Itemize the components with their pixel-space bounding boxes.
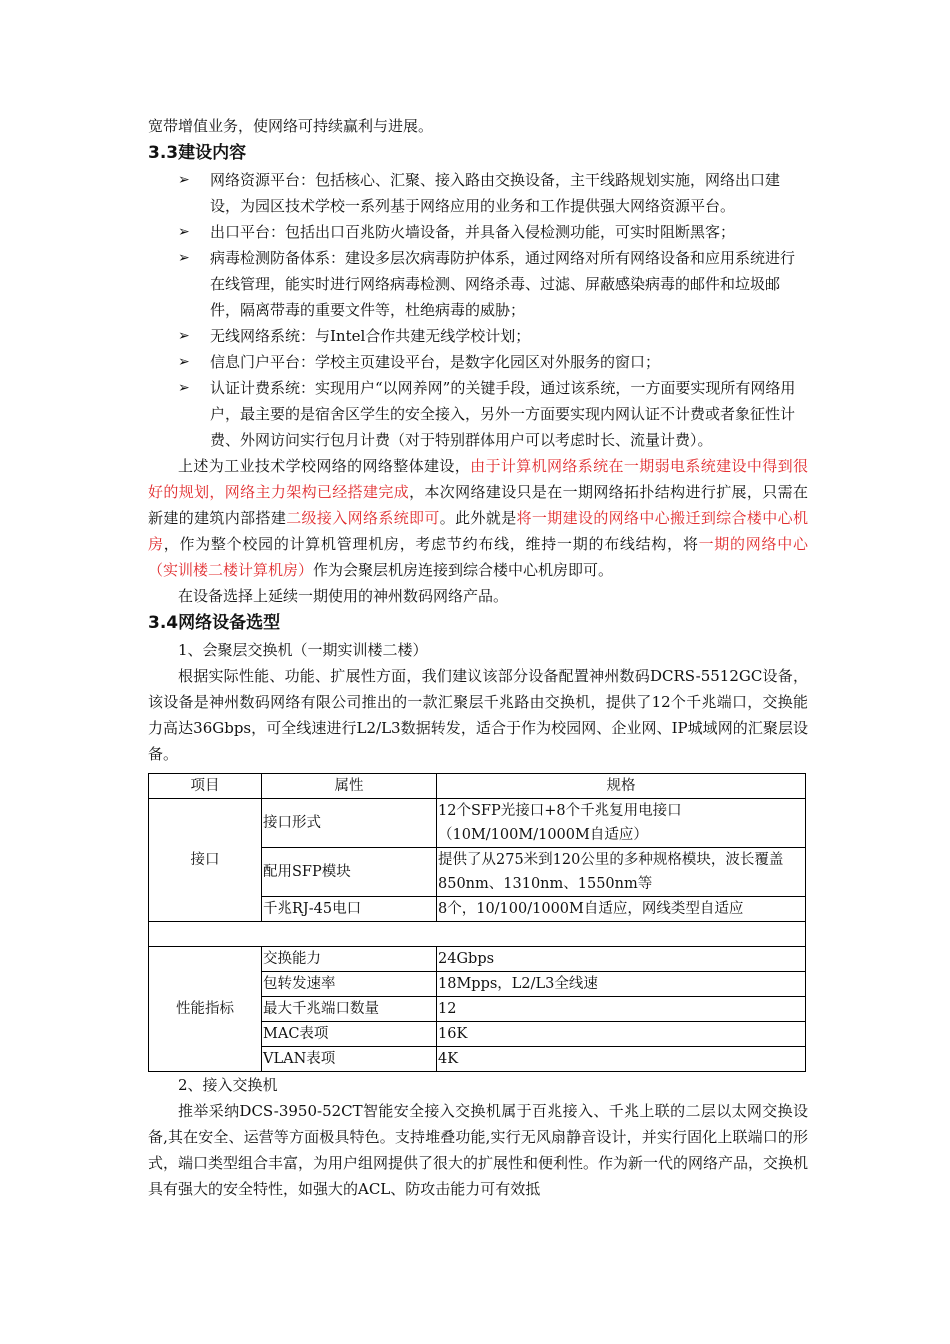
arrow-bullet-icon: ➢ [178, 224, 190, 240]
highlight-text: 将一期建设的网络中心搬迁到综合楼中心机房 [148, 509, 808, 553]
spec-cell: 12个SFP光接口+8个千兆复用电接口（10M/100M/1000M自适应） [437, 799, 806, 848]
arrow-bullet-icon: ➢ [178, 172, 190, 188]
bullet-item: ➢ 病毒检测防备体系：建设多层次病毒防护体系，通过网络对所有网络设备和应用系统进行在线管理，能实时进行网络病毒检测、网络杀毒、过滤、屏蔽感染病毒的邮件和垃圾邮件，隔离带毒的重要文件等，杜绝病毒的威胁； [148, 245, 808, 323]
highlight-text: 一期的网络中心（实训楼二楼计算机房） [148, 535, 808, 579]
arrow-bullet-icon: ➢ [178, 380, 190, 396]
attr-cell: VLAN表项 [262, 1047, 437, 1072]
summary-paragraph: 上述为工业技术学校网络的网络整体建设，由于计算机网络系统在一期弱电系统建设中得到很好的规划，网络主力架构已经搭建完成，本次网络建设只是在一期网络拓扑结构进行扩展，只需在新建的建筑内部搭建二级接入网络系统即可。此外就是将一期建设的网络中心搬迁到综合楼中心机房，作为整个校园的计算机管理机房，考虑节约布线，维持一期的布线结构，将一期的网络中心（实训楼二楼计算机房）作为会聚层机房连接到综合楼中心机房即可。 [148, 457, 808, 579]
arrow-bullet-icon: ➢ [178, 354, 190, 370]
aggregation-switch-paragraph: 根据实际性能、功能、扩展性方面，我们建议该部分设备配置神州数码DCRS-5512GC设备，该设备是神州数码网络有限公司推出的一款汇聚层千兆路由交换机，提供了12个千兆端口，交换能力高达36Gbps，可全线速进行L2/L3数据转发，适合于作为校园网、企业网、IP城域网的汇聚层设备。 [148, 667, 808, 763]
spec-cell: 24Gbps [437, 947, 806, 972]
subheading-aggregation-switch: 1、会聚层交换机（一期实训楼二楼） [178, 641, 428, 659]
table-empty-row [149, 922, 806, 947]
spec-table [148, 773, 806, 1072]
empty-cell [149, 922, 806, 947]
attr-cell: 千兆RJ-45电口 [262, 897, 437, 922]
header-cell: 属性 [262, 774, 437, 799]
attr-cell: 接口形式 [262, 799, 437, 848]
intro-line: 宽带增值业务，使网络可持续赢利与进展。 [148, 117, 434, 135]
table-row [149, 799, 806, 848]
bullet-item: ➢ 认证计费系统：实现用户“以网养网”的关键手段，通过该系统，一方面要实现所有网络用户，最主要的是宿舍区学生的安全接入，另外一方面要实现内网认证不计费或者象征性计费、外网访问实行包月计费（对于特别群体用户可以考虑时长、流量计费）。 [148, 375, 808, 453]
spec-cell: 12 [437, 997, 806, 1022]
bullet-item: ➢ 网络资源平台：包括核心、汇聚、接入路由交换设备，主干线路规划实施，网络出口建设，为园区技术学校一系列基于网络应用的业务和工作提供强大网络资源平台。 [148, 167, 808, 219]
attr-cell: 包转发速率 [262, 972, 437, 997]
spec-cell: 18Mpps，L2/L3全线速 [437, 972, 806, 997]
arrow-bullet-icon: ➢ [178, 250, 190, 266]
section-3-3-title: 3.3建设内容 [148, 143, 247, 163]
header-cell: 项目 [149, 774, 262, 799]
bullet-item: ➢ 出口平台：包括出口百兆防火墙设备，并具备入侵检测功能，可实时阻断黑客； [148, 219, 808, 245]
document-page [148, 113, 808, 1202]
section-3-4-title: 3.4网络设备选型 [148, 613, 281, 633]
table-row [149, 947, 806, 972]
product-paragraph: 在设备选择上延续一期使用的神州数码网络产品。 [178, 587, 509, 605]
attr-cell: 最大千兆端口数量 [262, 997, 437, 1022]
spec-cell: 8个，10/100/1000M自适应，网线类型自适应 [437, 897, 806, 922]
spec-cell: 16K [437, 1022, 806, 1047]
spec-cell: 提供了从275米到120公里的多种规格模块，波长覆盖850nm、1310nm、1550nm等 [437, 848, 806, 897]
table-header-row [149, 774, 806, 799]
attr-cell: 交换能力 [262, 947, 437, 972]
group-cell: 接口 [149, 799, 262, 922]
group-cell: 性能指标 [149, 947, 262, 1072]
highlight-text: 二级接入网络系统即可 [286, 509, 440, 527]
bullet-item: ➢ 无线网络系统：与Intel合作共建无线学校计划； [148, 323, 808, 349]
arrow-bullet-icon: ➢ [178, 328, 190, 344]
subheading-access-switch: 2、接入交换机 [178, 1076, 278, 1094]
bullet-item: ➢ 信息门户平台：学校主页建设平台，是数字化园区对外服务的窗口； [148, 349, 808, 375]
access-switch-paragraph: 推举采纳DCS-3950-52CT智能安全接入交换机属于百兆接入、千兆上联的二层以太网交换设备,其在安全、运营等方面极具特色。支持堆叠功能,实行无风扇静音设计，并实行固化上联端口的形式，端口类型组合丰富，为用户组网提供了很大的扩展性和便利性。作为新一代的网络产品，交换机具有强大的安全特性，如强大的ACL、防攻击能力可有效抵 [148, 1102, 809, 1198]
spec-cell: 4K [437, 1047, 806, 1072]
highlight-text: 由于计算机网络系统在一期弱电系统建设中得到很好的规划，网络主力架构已经搭建完成 [148, 457, 808, 501]
attr-cell: MAC表项 [262, 1022, 437, 1047]
header-cell: 规格 [437, 774, 806, 799]
attr-cell: 配用SFP模块 [262, 848, 437, 897]
